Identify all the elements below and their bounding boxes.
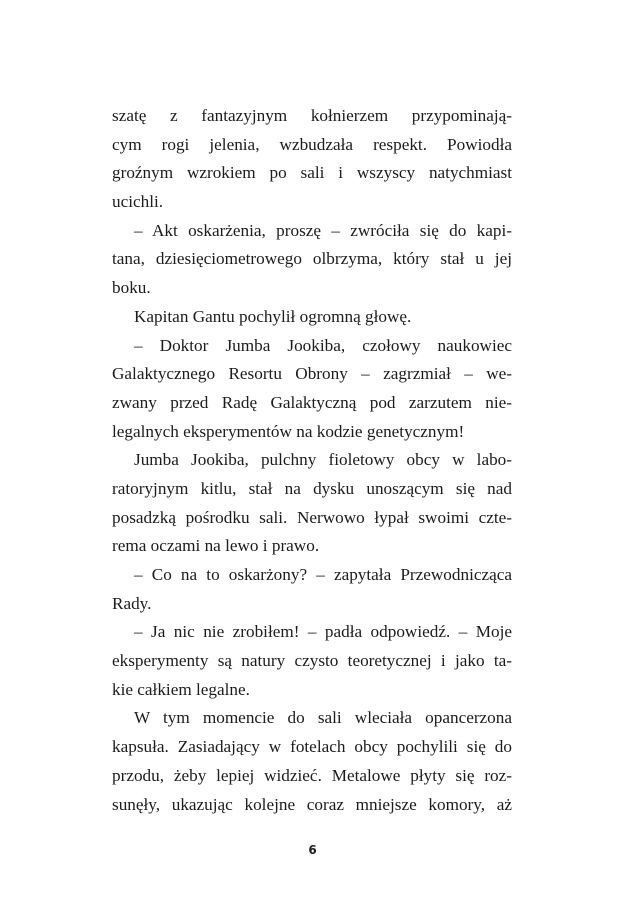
text-line: – Ja nic nie zrobiłem! – padła odpowiedź. – Moje (134, 622, 512, 642)
text-line: kie całkiem legalne. (112, 679, 250, 699)
text-line: legalnych eksperymentów na kodzie genetycznym! (112, 421, 465, 441)
body-text (112, 102, 512, 819)
text-line: cym rogi jelenia, wzbudzała respekt. Powiodła (112, 134, 512, 154)
paragraph (112, 446, 512, 561)
text-line: Jumba Jookiba, pulchny fioletowy obcy w labo- (134, 450, 512, 470)
paragraph (112, 332, 512, 447)
paragraph (112, 303, 512, 332)
text-line: Kapitan Gantu pochylił ogromną głowę. (134, 306, 412, 326)
text-line: kapsuła. Zasiadający w fotelach obcy pochylili się do (112, 737, 512, 757)
text-line: – Akt oskarżenia, proszę – zwróciła się do kapi- (134, 220, 512, 240)
text-line: – Doktor Jumba Jookiba, czołowy naukowiec (134, 335, 512, 355)
paragraph (112, 561, 512, 618)
text-line: sunęły, ukazując kolejne coraz mniejsze komory, aż (112, 794, 512, 814)
text-line: posadzką pośrodku sali. Nerwowo łypał swoimi czte- (112, 507, 512, 527)
paragraph (112, 102, 512, 217)
text-line: boku. (112, 278, 151, 298)
page-number: 6 (308, 843, 317, 857)
paragraph (112, 704, 512, 819)
text-line: Galaktycznego Resortu Obrony – zagrzmiał – we- (112, 364, 512, 384)
text-line: tana, dziesięciometrowego olbrzyma, który stał u jej (112, 249, 512, 269)
text-line: przodu, żeby lepiej widzieć. Metalowe płyty się roz- (112, 765, 512, 785)
text-line: rema oczami na lewo i prawo. (112, 536, 320, 556)
text-line: szatę z fantazyjnym kołnierzem przypominają- (112, 106, 512, 125)
text-line: zwany przed Radę Galaktyczną pod zarzutem nie- (112, 392, 512, 412)
paragraph (112, 217, 512, 303)
text-line: groźnym wzrokiem po sali i wszyscy natychmiast (112, 163, 512, 183)
text-line: eksperymenty są natury czysto teoretycznej i jako ta- (112, 651, 512, 671)
text-line: Rady. (112, 593, 152, 613)
text-line: – Co na to oskarżony? – zapytała Przewodnicząca (134, 565, 512, 584)
paragraph (112, 618, 512, 704)
text-line: ratoryjnym kitlu, stał na dysku unoszącym się nad (112, 478, 512, 498)
text-line: W tym momencie do sali wleciała opancerzona (134, 708, 512, 728)
text-line: ucichli. (112, 192, 164, 212)
